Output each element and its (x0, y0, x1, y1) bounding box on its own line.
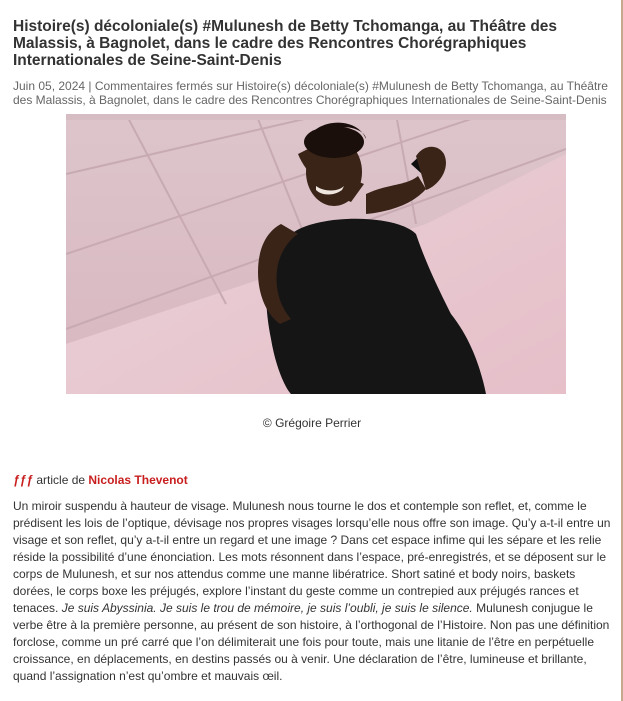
author-name[interactable]: Nicolas Thevenot (88, 473, 188, 487)
body-text-part-1: Un miroir suspendu à hauteur de visage. Mulunesh nous tourne le dos et contemple son reflet, et, comme le prédisent les lois de l’optique, dévisage nos propres visages lorsqu’elle nous offre son image. Qu’y a-t-il entre un visage et son reflet, qu’y a-t-il entre un regard et une image ? Dans cet espace infime qui les sépare et les relie réside la possibilité d’une énonciation. Les mots résonnent dans l’espace, pré-enregistrés, et se déposent sur le corps de Mulunesh, et sur nos attendus comme une manne libératrice. Short satiné et body noirs, baskets dorées, le corps boxe les préjugés, explore l’instant du geste comme un contrepied aux préjugés rances et tenaces. (13, 499, 611, 615)
byline-prefix: article de (33, 473, 89, 487)
byline (13, 473, 188, 487)
photo-illustration (66, 114, 566, 394)
body-text-part-2: Mulunesh conjugue le verbe être à la première personne, au présent de son histoire, à l’orthogonal de l’Histoire. Non pas une définition forclose, comme un pré carré que l’on délimiterait une fois pour toute, mais une litanie de l’être en perpétuelle croissance, en déplacements, en destins passés ou à venir. Une déclaration de l’être, lumineuse et brillante, quand l’assignation n’est qu’ombre et mauvais œil. (13, 601, 610, 683)
rating-glyphs: ƒƒƒ (13, 473, 34, 487)
post-title[interactable]: Histoire(s) décoloniale(s) #Mulunesh de Betty Tchomanga, au Théâtre des Malassis, à Bagnolet, dans le cadre des Rencontres Chorégraphiques Internationales de Seine-Saint-Denis (13, 18, 558, 69)
photo-caption: © Grégoire Perrier (262, 416, 362, 430)
body-text-italic: Je suis Abyssinia. Je suis le trou de mémoire, je suis l’oubli, je suis le silence. (61, 601, 473, 615)
performance-photo (66, 114, 566, 394)
article (13, 0, 611, 683)
post-meta: Juin 05, 2024 | Commentaires fermés sur Histoire(s) décoloniale(s) #Mulunesh de Betty Tchomanga, au Théâtre des Malassis, à Bagnolet, dans le cadre des Rencontres Chorégraphiques Internationales de Seine-Saint-Denis (13, 79, 608, 107)
article-body (13, 498, 613, 685)
